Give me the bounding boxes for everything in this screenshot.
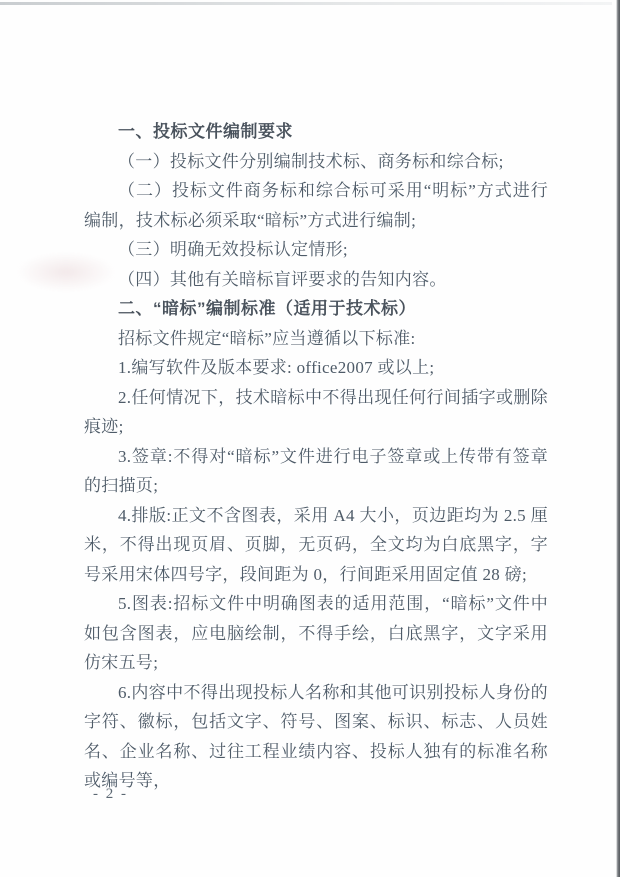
paragraph: 3.签章:不得对“暗标”文件进行电子签章或上传带有签章的扫描页; [84, 446, 548, 495]
paragraph: （四）其他有关暗标盲评要求的告知内容。 [118, 269, 447, 289]
paragraph: 1.编写软件及版本要求: office2007 或以上; [118, 358, 435, 377]
paragraph: （三）明确无效投标认定情形; [118, 240, 348, 259]
paragraph: 招标文件规定“暗标”应当遵循以下标准: [118, 328, 416, 348]
section-heading: 二、“暗标”编制标准（适用于技术标） [118, 299, 416, 318]
paragraph: 5.图表:招标文件中明确图表的适用范围，“暗标”文件中如包含图表，应电脑绘制，不得手绘，白底黑字，文字采用仿宋五号; [84, 594, 548, 672]
paragraph: （二）投标文件商务标和综合标可采用“明标”方式进行编制，技术标必须采取“暗标”方式进行编制; [84, 181, 548, 230]
paragraph: 6.内容中不得出现投标人名称和其他可识别投标人身份的字符、徽标，包括文字、符号、图案、标识、标志、人员姓名、企业名称、过往工程业绩内容、投标人独有的标准名称或编号等， [84, 682, 548, 790]
document-body [84, 117, 548, 796]
paragraph: 2.任何情况下，技术暗标中不得出现任何行间插字或删除痕迹; [84, 387, 548, 436]
page-number: - 2 - [93, 786, 128, 802]
scan-edge-right-artifact [616, 0, 620, 877]
section-heading: 一、投标文件编制要求 [118, 122, 293, 141]
paragraph: 4.排版:正文不含图表，采用 A4 大小，页边距均为 2.5 厘米，不得出现页眉、页脚，无页码，全文均为白底黑字，字号采用宋体四号字，段间距为 0，行间距采用固定值 28 磅; [84, 505, 548, 584]
scan-edge-top-artifact [0, 2, 612, 5]
paragraph: （一）投标文件分别编制技术标、商务标和综合标; [118, 151, 504, 171]
